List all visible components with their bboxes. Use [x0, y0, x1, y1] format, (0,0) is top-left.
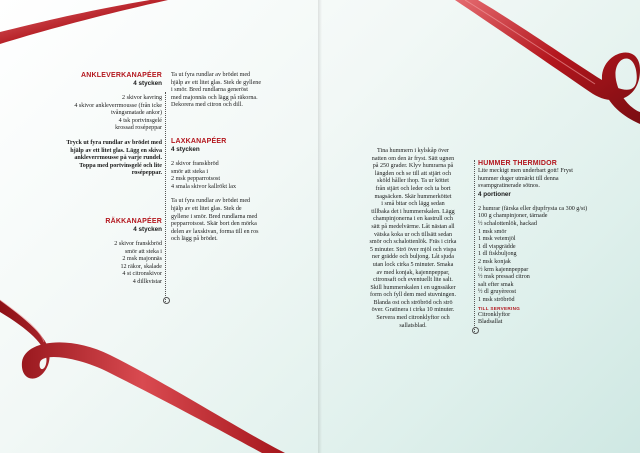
ingredient-line: 2 skivor franskbröd — [171, 161, 219, 167]
method-line: sätt på medelvärme. Låt nästan all — [371, 223, 455, 230]
method-line: ner grädde och buljong. Låt sjuda — [372, 254, 454, 261]
column-divider-right — [474, 160, 476, 332]
rakkanapeer-method — [171, 72, 289, 110]
ingredient-line: 4 smala skivor kallrökt lax — [171, 183, 236, 190]
method-line: hjälp av ett litet glas. Lägg en skiva — [70, 147, 162, 154]
recipe-title: HUMMER THERMIDOR — [478, 160, 558, 167]
hummer-method — [354, 148, 472, 330]
ingredient-line: ½ krm kajennpeppar — [478, 266, 529, 273]
method-line: i små bitar och lägg sedan — [381, 201, 445, 208]
ingredient-line: smör att steka i — [171, 168, 209, 175]
method-line: citronsaft och eventuellt lite salt. — [373, 277, 453, 284]
ingredient-line: 4 dillkvistar — [132, 278, 162, 285]
recipe-title: ANKLEVERKANAPÉER — [81, 72, 162, 79]
method-line: Tryck ut fyra rundlar av brödet med — [66, 139, 162, 146]
ingredient-line: 2 msk pepparrotsost — [171, 176, 221, 183]
ingredient-line: 1 dl fiskbuljong — [478, 251, 517, 258]
method-line: på 250 grader. Klyv humrarna på — [372, 163, 454, 170]
method-line: smör och schalottenlök. Fräs i cirka — [369, 239, 457, 246]
ingredient-line: 2 skivor franskbröd — [114, 241, 162, 247]
intro-line: Lite meckigt men underbart gott! Fryst — [478, 168, 573, 174]
ingredient-line: ½ msk pressad citron — [478, 274, 530, 281]
ingredient-line: krossad rosépeppar — [115, 125, 162, 132]
method-line: längden och se till att stjärt och — [374, 170, 452, 177]
method-line: sallatsblad. — [399, 322, 427, 329]
serving-item: Citronklyftor — [478, 311, 511, 318]
method-line: Toppa med portvinsgelé och lite — [79, 162, 162, 169]
method-line: sköld håller ihop. Ta ur köttet — [377, 178, 449, 185]
recipe-servings: 4 stycken — [133, 226, 162, 233]
recipe-title: RÄKKANAPÉER — [105, 218, 162, 225]
method-line: natten om den är fryst. Sätt ugnen — [371, 155, 455, 162]
method-line: Tina hummern i kylskåp över — [377, 148, 449, 154]
method-line: i smör. Bred rundlarna generöst — [171, 87, 248, 94]
method-line: rosépeppar. — [131, 170, 162, 177]
method-line: och lägg på brödet. — [171, 236, 218, 243]
method-line: från stjärt och leder och ta bort — [375, 185, 451, 192]
method-line: Blanda ost och ströbröd och strö — [373, 299, 453, 306]
ingredient-line: ½ schalottenlök, hackad — [478, 220, 537, 227]
method-line: Dekorera med citron och dill. — [171, 102, 243, 109]
method-line: Servera med citronklyftor och — [376, 315, 450, 322]
method-line: 5 minuter. Strö över mjöl och vispa — [369, 246, 457, 253]
ingredient-line: 1 msk smör — [478, 228, 507, 235]
method-line: tillbaka det i hummerskalen. Lägg — [371, 208, 455, 215]
ingredient-line: tvångsmatade ankor) — [111, 110, 162, 117]
serving-heading: TILL SERVERING — [478, 305, 521, 311]
ingredient-line: salt efter smak — [478, 281, 514, 288]
intro-line: hummer duger utmärkt till denna — [478, 175, 559, 182]
method-line: magsäcken. Skär hummerköttet — [374, 193, 452, 200]
recipe-servings: 4 stycken — [133, 80, 162, 87]
laxkanapeer-section — [171, 138, 289, 244]
hummer-thermidor-section — [478, 160, 608, 327]
ingredient-line: 100 g champinjoner, tärnade — [478, 213, 548, 220]
ingredient-line: 12 räkor, skalade — [120, 263, 162, 270]
method-line: hjälp av ett litet glas. Stek de — [171, 205, 242, 212]
ingredient-line: 1 msk vetemjöl — [478, 236, 516, 243]
recipe-servings: 4 stycken — [171, 146, 200, 153]
ingredient-line: 2 msk majonnäs — [122, 256, 162, 263]
rakkanapeer-section — [60, 218, 162, 287]
ingredient-line: 4 tsk portvinsgelé — [118, 117, 162, 124]
method-line: över. Gratinera i cirka 10 minuter. — [371, 307, 455, 314]
ingredient-line: 1 msk ströbröd — [478, 296, 515, 303]
method-line: delen av laxskivan, forma till en ros — [171, 228, 259, 235]
ingredient-line: ½ dl gruyèreost — [478, 289, 517, 296]
ingredient-line: 2 skivor kavring — [122, 95, 162, 101]
method-line: utan lock cirka 5 minuter. Smaka — [372, 261, 454, 268]
method-line: ankleverrmousse på varje rundel. — [74, 155, 162, 162]
ingredient-line: 4 st citronskivor — [122, 271, 162, 278]
method-line: Ta ut fyra rundlar av brödet med — [171, 198, 251, 205]
column-divider-left — [165, 92, 167, 302]
method-line: med majonnäs och lägg på räkorna. — [171, 94, 258, 101]
ribbon-top-right — [455, 0, 640, 124]
method-line: Skill hummerskalen i en ugnssäker — [370, 284, 456, 291]
method-line: gyllene i smör. Bred rundlarna med — [171, 213, 258, 220]
ingredient-line: smör att steka i — [124, 248, 162, 255]
method-line: av med konjak, kajennpeppar, — [376, 269, 450, 276]
method-line: vätska koka ur och tillsätt sedan — [373, 231, 452, 238]
ingredient-line: 2 humrar (färska eller djupfrysta ca 300 g/st) — [478, 205, 588, 212]
method-line: Ta ut fyra rundlar av brödet med — [171, 72, 251, 78]
ankleverkanapeer-section — [60, 72, 162, 178]
method-line: champinjonerna i en kastrull och — [373, 216, 453, 223]
ingredient-line: 1 dl vispgrädde — [478, 243, 516, 250]
ingredient-line: 2 msk konjak — [478, 258, 511, 265]
method-line: form och fyll dem med stuvningen. — [370, 292, 456, 299]
method-line: pepparrotsost. Skär bort den mörka — [171, 221, 257, 228]
recipe-servings: 4 portioner — [478, 190, 511, 198]
serving-item: Bladsallat — [478, 319, 503, 326]
ingredient-line: 4 skivor ankleverrmousse (från icke — [74, 102, 162, 109]
ribbon-top-left — [0, 0, 168, 44]
recipe-title: LAXKANAPÉER — [171, 138, 227, 145]
intro-line: svampgratinerade sötnos. — [478, 183, 540, 190]
method-line: hjälp av ett litet glas. Stek de gyllene — [171, 79, 262, 86]
ribbon-bottom-left — [0, 300, 285, 453]
page-gutter — [318, 0, 322, 453]
